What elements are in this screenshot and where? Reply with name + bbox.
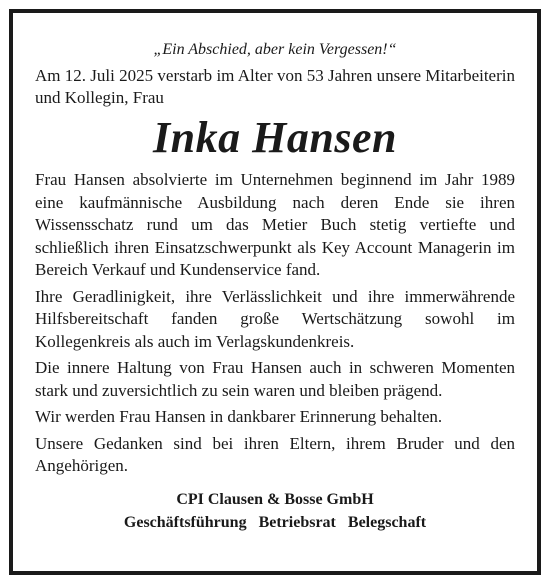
paragraph-condolences: Unsere Gedanken sind bei ihren Eltern, ihrem Bruder und den Angehörigen. <box>35 433 515 475</box>
obituary-frame <box>9 9 541 575</box>
signature-groups <box>35 511 515 534</box>
deceased-name: Inka Hansen <box>153 113 397 162</box>
motto-quote: „Ein Abschied, aber kein Vergessen!“ <box>153 41 397 58</box>
paragraph-career: Frau Hansen absolvierte im Unternehmen beginnend im Jahr 1989 eine kaufmännische Ausbildung nach deren Ende sie ihren Wissensschatz rund um das Metier Buch stetig vertiefte und schließlich ihren Einsatzschwerpunkt als Key Account Managerin im Bereich Verkauf und Kundenservice fand. <box>35 170 515 279</box>
signature-group-staff: Belegschaft <box>347 513 427 531</box>
signature-group-works-council: Betriebsrat <box>258 513 336 531</box>
signature-company: CPI Clausen & Bosse GmbH <box>176 490 374 508</box>
signature-group-management: Geschäftsführung <box>123 513 247 531</box>
paragraph-remembrance: Wir werden Frau Hansen in dankbarer Erinnerung behalten. <box>35 407 443 426</box>
obituary-content <box>35 27 515 534</box>
signature-block <box>35 488 515 534</box>
paragraph-character: Ihre Geradlinigkeit, ihre Verlässlichkeit und ihre immerwährende Hilfsbereitschaft fanden große Wertschätzung sowohl im Kollegenkreis als auch im Verlagskundenkreis. <box>35 286 515 351</box>
intro-text: Am 12. Juli 2025 verstarb im Alter von 53 Jahren unsere Mitarbeiterin und Kollegin, Frau <box>35 66 515 107</box>
paragraph-attitude: Die innere Haltung von Frau Hansen auch in schweren Momenten stark und zuversichtlich zu sein waren und bleiben prägend. <box>35 358 515 400</box>
